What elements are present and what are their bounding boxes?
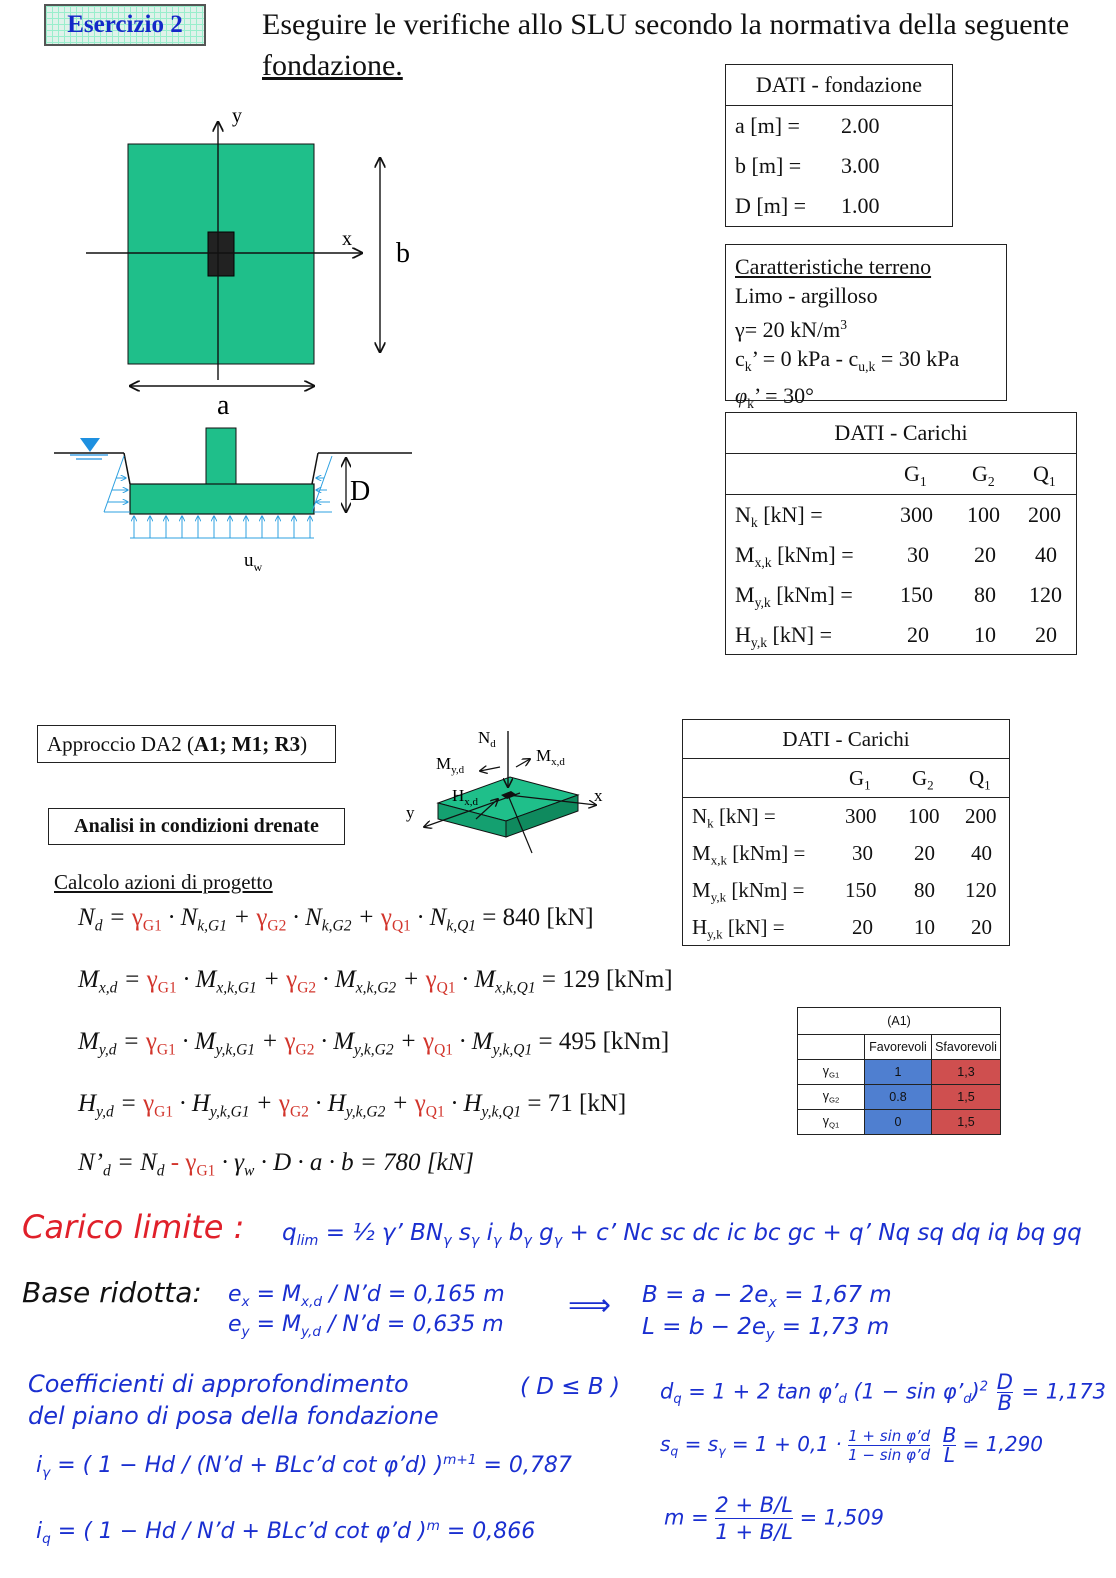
carichi-row: $M_{y,k}$ [kNm] = 150 80 120 <box>735 582 1062 610</box>
eq-Nprime: $N’_d = N_d - \gamma_{G1} \cdot \gamma_w \cdot D \cdot a \cdot b = 780$ [kN] <box>78 1149 474 1180</box>
note-iq: $i_q$ = ( 1 − Hd / N’d + BLc’d cot φ’d )$^m$ = 0,866 <box>36 1518 536 1547</box>
fondazione-value: 2.00 <box>841 113 880 138</box>
note-coeff-line1: Coefficienti di approfondimento <box>28 1370 409 1398</box>
note-dq: $d_q = 1 + 2$ $\tan \varphi’_d$ $(1 - \sin \varphi’_d)^2$ $\frac{D}{B}$ = 1,173 <box>660 1370 1106 1415</box>
axis-y-label: y <box>232 105 242 127</box>
note-implies: ⟹ <box>568 1288 612 1323</box>
a1-row-sym: $\gamma_{G1}$ <box>798 1060 865 1085</box>
foundation-diagram <box>40 100 460 590</box>
eq-Mxd: $M_{x,d} = \gamma_{G1} \cdot M_{x,k,G1} + \gamma_{G2} \cdot M_{x,k,G2} + \gamma_{Q1} \cdot M_{x,k,Q1} = 129$ [kNm] <box>78 966 673 997</box>
note-coeff-line2: del piano di posa della fondazione <box>28 1402 439 1430</box>
title-text: Eseguire le verifiche allo SLU secondo la normativa della seguente <box>262 8 1070 41</box>
eq-Myd: $M_{y,d} = \gamma_{G1} \cdot M_{y,k,G1} + \gamma_{G2} \cdot M_{y,k,G2} + \gamma_{Q1} \cdot M_{y,k,Q1} = 495$ [kNm] <box>78 1028 670 1059</box>
col-G1: $G_1$ <box>904 461 927 489</box>
note-ey: $e_y = M_{y,d}$ / N’d = 0,635 m <box>228 1312 504 1340</box>
analisi-box: Analisi in condizioni drenate <box>48 808 345 845</box>
col-Q1: $Q_1$ <box>1033 461 1056 489</box>
exercise-badge: Esercizio 2 <box>44 4 206 46</box>
isometric-sketch <box>400 725 616 855</box>
water-table-icon <box>80 438 100 452</box>
a1-col-fav: Favorevoli <box>865 1035 932 1060</box>
svg-text:My,d: $M_{y,d}$ <box>436 754 465 776</box>
svg-text:x: x <box>594 786 603 805</box>
uw-sub: w <box>253 560 263 574</box>
svg-text:Hx,d: $H_{x,d}$ <box>452 786 479 808</box>
col-G2: $G_2$ <box>972 461 995 489</box>
column-section <box>206 428 236 484</box>
carichi-row: $M_{x,k}$ [kNm] = 30 20 40 <box>735 542 1057 570</box>
fondazione-label: a [m] = <box>735 113 800 138</box>
title-underlined: fondazione. <box>262 49 403 82</box>
note-igamma: $i_\gamma$ = ( 1 − Hd / (N’d + BLc’d cot φ’d) )$^{m+1}$ = 0,787 <box>36 1452 572 1481</box>
a1-col-sfav: Sfavorevoli <box>932 1035 1001 1060</box>
note-qlim: $q_{lim}$ = ½ γ’ $BN_\gamma$ $s_\gamma$ $i_\gamma$ $b_\gamma$ $g_\gamma + c$’ Nc sc dc ic bc gc + q’ Nq sq dq iq bq gq <box>282 1220 1082 1249</box>
svg-text:uw <box>244 550 263 574</box>
fondazione-row <box>726 186 952 226</box>
dim-D-label: D <box>350 476 371 507</box>
fondazione-row <box>726 106 952 146</box>
carichi-table-top <box>725 412 1077 655</box>
uw-label: u <box>244 550 254 571</box>
fondazione-value: 1.00 <box>841 193 880 218</box>
note-sq: $s_q = s_\gamma = 1 + 0,1$ · $\frac{\text{1 + sin φ’d}}{\text{1 − sin φ’d}}$ $\frac{B}{L}$ = 1,290 <box>660 1423 1044 1467</box>
carichi-col-headers <box>726 454 1076 495</box>
fondazione-table <box>725 64 953 227</box>
note-base-ridotta: Base ridotta: <box>22 1276 202 1309</box>
carichi-row: $H_{y,k}$ [kN] = 20 10 20 <box>735 622 1057 650</box>
terreno-phi: $\varphi_k$’ = 30° <box>735 382 814 411</box>
page-title <box>262 4 1082 86</box>
fondazione-label: b [m] = <box>735 153 802 178</box>
carichi-row: $N_k$ [kN] = 300 100 200 <box>735 502 1061 530</box>
a1-factor-table: (A1) Favorevoli Sfavorevoli $\gamma_{G1}$ 1 1,3 $\gamma_{G2}$ 0.8 1,5 $\gamma_{Q1}$ 0 1,5 <box>797 1007 1001 1135</box>
carichi-table-mid: DATI - Carichi $G_1$ $G_2$ $Q_1$ $N_k$ [kN] = 300 100 200 $M_{x,k}$ [kNm] = 30 20 40 $M_{y,k}$ [kNm] = 150 80 120 $H_{y,k}$ [kN] = 20 10 20 <box>682 719 1010 946</box>
fondazione-label: D [m] = <box>735 193 807 218</box>
eq-Hyd: $H_{y,d} = \gamma_{G1} \cdot H_{y,k,G1} + \gamma_{G2} \cdot H_{y,k,G2} + \gamma_{Q1} \cdot H_{y,k,Q1} = 71$ [kN] <box>78 1090 627 1121</box>
eq-Nd: $N_d = \gamma_{G1} \cdot N_{k,G1} + \gamma_{G2} \cdot N_{k,G2} + \gamma_{Q1} \cdot N_{k,Q1} = 840$ [kN] <box>78 904 594 935</box>
terreno-gamma: γ= 20 $kN/m^3$ <box>735 317 848 343</box>
fondazione-header: DATI - fondazione <box>726 65 952 106</box>
svg-text:Nd: $N_d$ <box>478 728 496 750</box>
note-carico-limite: Carico limite : <box>22 1208 245 1246</box>
note-L: $L = b - 2e_y = 1,73$ m <box>642 1314 890 1343</box>
calcolo-title: Calcolo azioni di progetto <box>54 870 273 894</box>
carichi-header: DATI - Carichi <box>726 413 1076 454</box>
svg-text:y: y <box>406 803 415 822</box>
svg-text:Mx,d: $M_{x,d}$ <box>536 746 565 768</box>
fondazione-row <box>726 146 952 186</box>
axis-x-label: x <box>342 228 352 250</box>
terreno-type: Limo - argilloso <box>735 283 878 308</box>
column-plan <box>208 232 234 276</box>
a1-row-sym: $\gamma_{Q1}$ <box>798 1110 865 1135</box>
footing-section <box>130 484 314 514</box>
terreno-box <box>725 244 1007 411</box>
dim-a-label: a <box>217 390 230 421</box>
approccio-box: Approccio DA2 (A1; M1; R3) <box>37 725 336 763</box>
a1-row-sym: $\gamma_{G2}$ <box>798 1085 865 1110</box>
fondazione-value: 3.00 <box>841 153 880 178</box>
note-ex: $e_x = M_{x,d}$ / N’d = 0,165 m <box>228 1282 505 1310</box>
note-m: m = $\frac{2 + B/L}{1 + B/L}$ = 1,509 <box>664 1493 884 1544</box>
terreno-title: Caratteristiche terreno <box>735 254 932 279</box>
note-B: $B = a - 2e_x = 1,67$ m <box>642 1282 892 1311</box>
dim-b-label: b <box>396 238 410 269</box>
terreno-cohesion: $c_k$’ = 0 kPa - $c_{u,k} = 30$ kPa <box>735 346 960 374</box>
note-DleB: ( D ≤ B ) <box>520 1374 620 1400</box>
a1-title: (A1) <box>798 1008 1001 1035</box>
